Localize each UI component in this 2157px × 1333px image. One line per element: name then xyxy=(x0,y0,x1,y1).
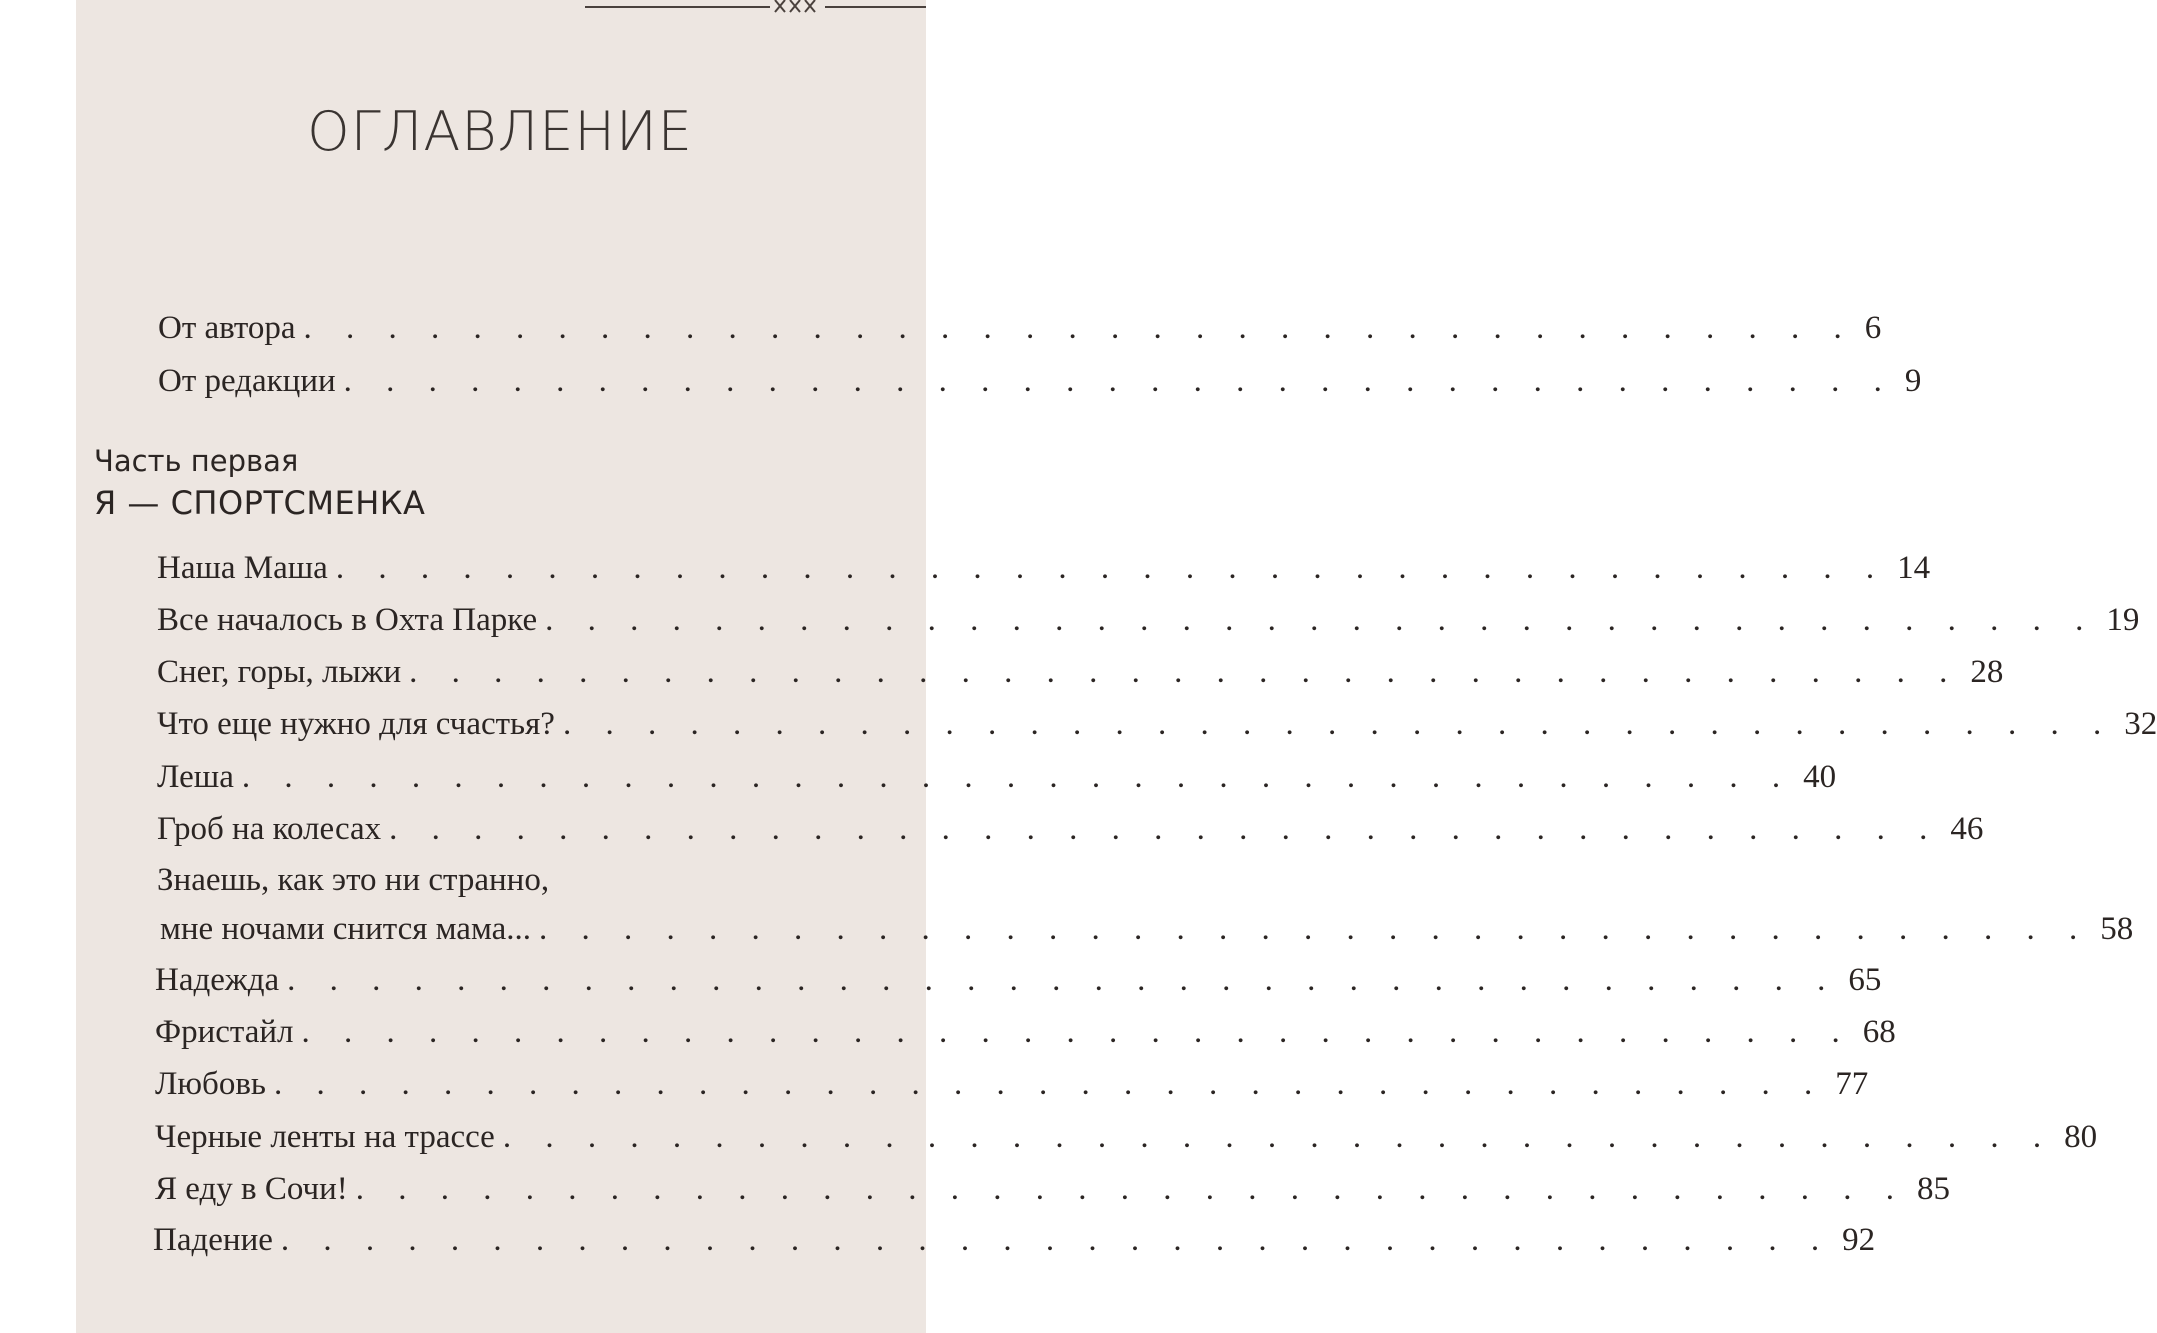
toc-entry[interactable] xyxy=(157,809,1984,849)
entry-page: 92 xyxy=(1842,1222,1876,1258)
toc-entry[interactable] xyxy=(157,548,1931,588)
entry-title: От редакции xyxy=(158,363,336,399)
dot-leader: . . . . . . . . . . . . . . . . . . . . . . . . . . . . . . . . . . . . . xyxy=(502,1119,2055,1155)
dot-leader: . . . . . . . . . . . . . . . . . . . . . . . . . . . . . . . . . . . . . xyxy=(539,911,2091,947)
entry-title: мне ночами снится мама... xyxy=(160,911,532,947)
toc-entry[interactable] xyxy=(157,652,2004,692)
toc-entry[interactable] xyxy=(155,1117,2098,1157)
dot-leader: . . . . . . . . . . . . . . . . . . . . . . . . . . . . . . . . . . . . . xyxy=(301,1014,1853,1050)
entry-title: Надежда xyxy=(155,962,280,998)
entry-page: 6 xyxy=(1864,310,1882,346)
entry-title-line1: Знаешь, как это ни странно, xyxy=(157,862,550,898)
part-label: Часть первая xyxy=(94,444,299,478)
dot-leader: . . . . . . . . . . . . . . . . . . . . . . . . . . . . . . . . . . . . . xyxy=(273,1066,1826,1102)
entry-page: 68 xyxy=(1862,1014,1896,1050)
entry-title: Все началось в Охта Парке xyxy=(157,602,538,638)
entry-page: 32 xyxy=(2124,706,2157,742)
dot-leader: . . . . . . . . . . . . . . . . . . . . . . . . . . . . . . . . . . . . . xyxy=(287,962,1839,998)
toc-entry[interactable] xyxy=(155,960,1882,1000)
dot-leader: . . . . . . . . . . . . . . . . . . . . . . . . . . . . . . . . . . . . . xyxy=(389,811,1941,847)
toc-entry-author-preface[interactable] xyxy=(158,308,1882,348)
dot-leader: . . . . . . . . . . . . . . . . . . . . . . . . . . . . . . . . . . . . . xyxy=(241,759,1794,795)
toc-entry[interactable] xyxy=(157,704,2157,744)
entry-title: Что еще нужно для счастья? xyxy=(157,706,555,742)
dot-leader: . . . . . . . . . . . . . . . . . . . . . . . . . . . . . . . . . . . . . xyxy=(280,1222,1833,1258)
entry-title: Наша Маша xyxy=(157,550,328,586)
toc-entry[interactable] xyxy=(157,600,2140,640)
top-ornament xyxy=(585,0,926,12)
toc-entry[interactable] xyxy=(155,1169,1950,1209)
entry-page: 19 xyxy=(2106,602,2140,638)
entry-page: 80 xyxy=(2064,1119,2098,1155)
entry-page: 85 xyxy=(1917,1171,1950,1207)
entry-title: Падение xyxy=(153,1222,273,1258)
entry-page: 28 xyxy=(1970,654,2004,690)
dot-leader: . . . . . . . . . . . . . . . . . . . . . . . . . . . . . . . . . . . . . xyxy=(355,1171,1907,1207)
dot-leader: . . . . . . . . . . . . . . . . . . . . . . . . . . . . . . . . . . . . . xyxy=(562,706,2115,742)
toc-entry[interactable] xyxy=(157,757,1837,797)
toc-entry[interactable] xyxy=(155,1064,1869,1104)
entry-title: Фристайл xyxy=(155,1014,294,1050)
entry-title: От автора xyxy=(158,310,296,346)
entry-title: Любовь xyxy=(155,1066,266,1102)
entry-title: Черные ленты на трассе xyxy=(155,1119,495,1155)
dot-leader: . . . . . . . . . . . . . . . . . . . . . . . . . . . . . . . . . . . . . xyxy=(409,654,1961,690)
toc-entry-editor-preface[interactable] xyxy=(158,361,1922,401)
part-title: Я — СПОРТСМЕНКА xyxy=(94,484,426,522)
entry-title: Леша xyxy=(157,759,234,795)
dot-leader: . . . . . . . . . . . . . . . . . . . . . . . . . . . . . . . . . . . . . xyxy=(303,310,1855,346)
entry-page: 58 xyxy=(2100,911,2134,947)
toc-entry[interactable] xyxy=(155,1012,1896,1052)
entry-page: 9 xyxy=(1904,363,1922,399)
toc-entry[interactable] xyxy=(153,1220,1876,1260)
entry-page: 77 xyxy=(1835,1066,1869,1102)
dot-leader: . . . . . . . . . . . . . . . . . . . . . . . . . . . . . . . . . . . . . xyxy=(343,363,1895,399)
dot-leader: . . . . . . . . . . . . . . . . . . . . . . . . . . . . . . . . . . . . . xyxy=(335,550,1888,586)
entry-title: Я еду в Сочи! xyxy=(155,1171,348,1207)
entry-page: 40 xyxy=(1803,759,1837,795)
entry-page: 65 xyxy=(1848,962,1882,998)
dot-leader: . . . . . . . . . . . . . . . . . . . . . . . . . . . . . . . . . . . . . xyxy=(545,602,2097,638)
entry-title: Гроб на колесах xyxy=(157,811,382,847)
entry-title: Снег, горы, лыжи xyxy=(157,654,402,690)
entry-page: 46 xyxy=(1950,811,1984,847)
entry-page: 14 xyxy=(1897,550,1931,586)
toc-entry[interactable] xyxy=(160,909,2134,949)
toc-heading: ОГЛАВЛЕНИЕ xyxy=(307,100,693,163)
